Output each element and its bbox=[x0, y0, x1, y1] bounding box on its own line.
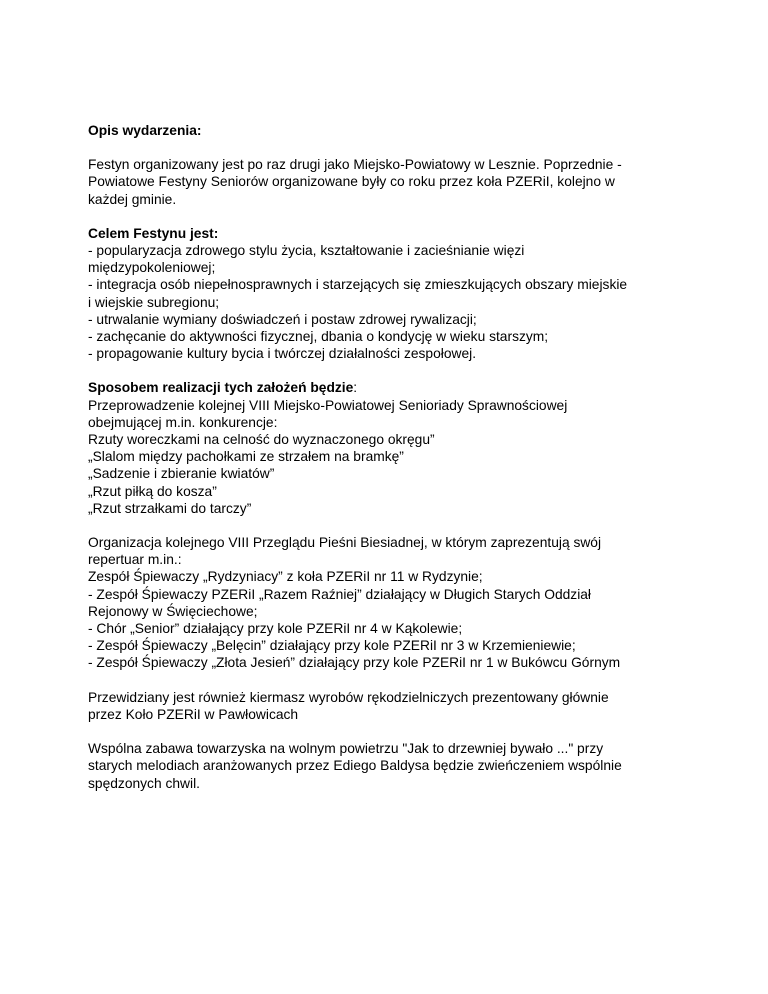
intro-line: każdej gminie. bbox=[88, 191, 177, 207]
goals-line: - zachęcanie do aktywności fizycznej, dbania o kondycję w wieku starszym; bbox=[88, 329, 549, 345]
realization-section bbox=[88, 379, 688, 517]
competition-line: „Rzut piłką do kosza” bbox=[88, 483, 217, 499]
event-description-heading-block bbox=[88, 122, 688, 139]
choir-line: repertuar m.in.: bbox=[88, 552, 182, 568]
choir-line: Zespół Śpiewaczy „Rydzyniacy” z koła PZERiI nr 11 w Rydzynie; bbox=[88, 569, 483, 585]
party-paragraph bbox=[88, 740, 688, 792]
choir-line: - Zespół Śpiewaczy „Złota Jesień” działający przy kole PZERiI nr 1 w Bukówcu Górnym bbox=[88, 655, 621, 671]
competition-line: „Sadzenie i zbieranie kwiatów” bbox=[88, 466, 275, 482]
intro-line: Powiatowe Festyny Seniorów organizowane były co roku przez koła PZERiI, kolejno w bbox=[88, 174, 615, 190]
competition-line: Rzuty woreczkami na celność do wyznaczonego okręgu” bbox=[88, 432, 435, 448]
choir-line: Organizacja kolejnego VIII Przeglądu Pieśni Biesiadnej, w którym zaprezentują swój bbox=[88, 535, 602, 551]
party-line: spędzonych chwil. bbox=[88, 775, 200, 791]
party-line: starych melodiach aranżowanych przez Ediego Baldysa będzie zwieńczeniem wspólnie bbox=[88, 758, 622, 774]
event-description-heading: Opis wydarzenia: bbox=[88, 123, 202, 138]
competition-line: „Rzut strzałkami do tarczy” bbox=[88, 500, 252, 516]
goals-line: - propagowanie kultury bycia i twórczej działalności zespołowej. bbox=[88, 346, 477, 362]
intro-line: Festyn organizowany jest po raz drugi jako Miejsko-Powiatowy w Lesznie. Poprzednie - bbox=[88, 157, 622, 173]
goals-heading: Celem Festynu jest: bbox=[88, 225, 219, 241]
competition-line: obejmującej m.in. konkurencje: bbox=[88, 414, 278, 430]
goals-section bbox=[88, 225, 688, 363]
choir-line: - Chór „Senior” działający przy kole PZERiI nr 4 w Kąkolewie; bbox=[88, 621, 463, 637]
goals-line: międzypokoleniowej; bbox=[88, 260, 216, 276]
intro-paragraph bbox=[88, 156, 688, 208]
goals-line: - utrwalanie wymiany doświadczeń i postaw zdrowej rywalizacji; bbox=[88, 311, 477, 327]
competition-line: Przeprowadzenie kolejnej VIII Miejsko-Powiatowej Senioriady Sprawnościowej bbox=[88, 397, 568, 413]
fair-line: Przewidziany jest również kiermasz wyrobów rękodzielniczych prezentowany głównie bbox=[88, 689, 609, 705]
document-page bbox=[88, 122, 688, 809]
fair-paragraph bbox=[88, 689, 688, 723]
realization-heading: Sposobem realizacji tych założeń będzie bbox=[88, 380, 354, 396]
choir-line: - Zespół Śpiewaczy „Belęcin” działający przy kole PZERiI nr 3 w Krzemieniewie; bbox=[88, 638, 576, 654]
choirs-section bbox=[88, 534, 688, 672]
goals-line: i wiejskie subregionu; bbox=[88, 294, 220, 310]
choir-line: Rejonowy w Święciechowe; bbox=[88, 603, 258, 619]
realization-heading-line bbox=[88, 379, 688, 396]
fair-line: przez Koło PZERiI w Pawłowicach bbox=[88, 706, 299, 722]
competition-line: „Slalom między pachołkami ze strzałem na bramkę” bbox=[88, 449, 404, 465]
goals-line: - integracja osób niepełnosprawnych i starzejących się zmieszkujących obszary miejskie bbox=[88, 277, 628, 293]
party-line: Wspólna zabawa towarzyska na wolnym powietrzu "Jak to drzewniej bywało ..." przy bbox=[88, 741, 604, 757]
goals-line: - popularyzacja zdrowego stylu życia, kształtowanie i zacieśnianie więzi bbox=[88, 243, 525, 259]
realization-heading-colon: : bbox=[353, 380, 358, 396]
choir-line: - Zespół Śpiewaczy PZERiI „Razem Raźniej” działający w Długich Starych Oddział bbox=[88, 586, 591, 602]
